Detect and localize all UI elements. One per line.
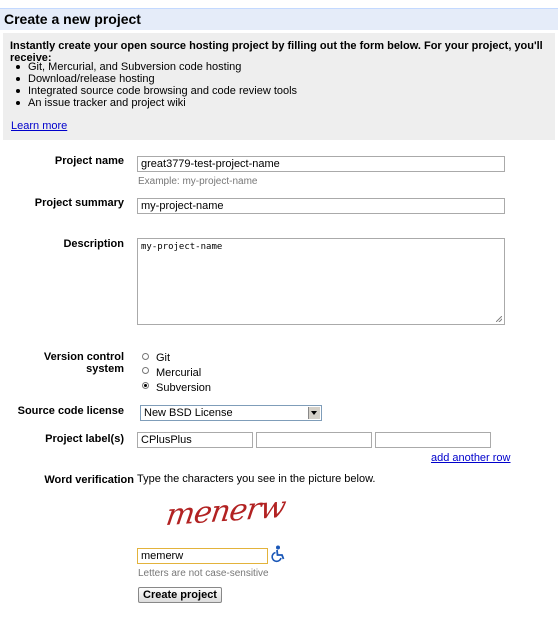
label-input-3[interactable] [375, 432, 491, 448]
page-title: Create a new project [4, 11, 141, 27]
label-input-1[interactable]: CPlusPlus [137, 432, 253, 448]
captcha-image [137, 488, 287, 540]
project-name-label: Project name [54, 155, 124, 167]
description-label: Description [63, 238, 124, 250]
radio-mercurial[interactable] [142, 367, 149, 374]
list-item: Git, Mercurial, and Subversion code hosting [28, 61, 297, 73]
license-label: Source code license [17, 405, 124, 417]
project-labels-label: Project label(s) [45, 433, 124, 445]
list-item: Integrated source code browsing and code review tools [28, 85, 298, 97]
captcha-word: menerw [163, 489, 288, 534]
chevron-down-icon[interactable] [308, 407, 320, 419]
create-project-button[interactable]: Create project [138, 587, 222, 603]
verification-hint: Letters are not case-sensitive [138, 568, 269, 579]
project-summary-input[interactable]: my-project-name [137, 198, 505, 214]
word-verification-label: Word verification [44, 474, 134, 486]
version-control-label: Version control system [43, 351, 124, 375]
intro-text: Instantly create your open source hosting project by filling out the form below. For your project, you'll receive: [10, 40, 543, 64]
verification-instruction: Type the characters you see in the picture below. [137, 473, 376, 485]
list-item: An issue tracker and project wiki [28, 97, 297, 109]
radio-mercurial-label: Mercurial [156, 367, 202, 379]
description-textarea[interactable] [137, 238, 505, 325]
project-summary-label: Project summary [34, 197, 124, 209]
radio-subversion[interactable] [142, 382, 149, 389]
license-selected: New BSD License [144, 407, 233, 419]
resize-grip-icon[interactable] [496, 316, 502, 322]
learn-more-link[interactable]: Learn more [11, 120, 68, 132]
description-value: my-project-name [141, 242, 223, 252]
list-item: Download/release hosting [28, 73, 297, 85]
project-name-input[interactable]: great3779-test-project-name [137, 156, 505, 172]
radio-git[interactable] [142, 353, 149, 360]
verification-input[interactable]: memerw [137, 548, 268, 564]
label-input-2[interactable] [256, 432, 372, 448]
radio-git-label: Git [156, 352, 171, 364]
radio-subversion-label: Subversion [156, 382, 212, 394]
add-another-row-link[interactable]: add another row [431, 452, 511, 464]
wheelchair-icon[interactable] [271, 545, 287, 563]
feature-list [28, 61, 297, 109]
license-select[interactable] [140, 405, 322, 421]
project-name-hint: Example: my-project-name [138, 176, 258, 187]
